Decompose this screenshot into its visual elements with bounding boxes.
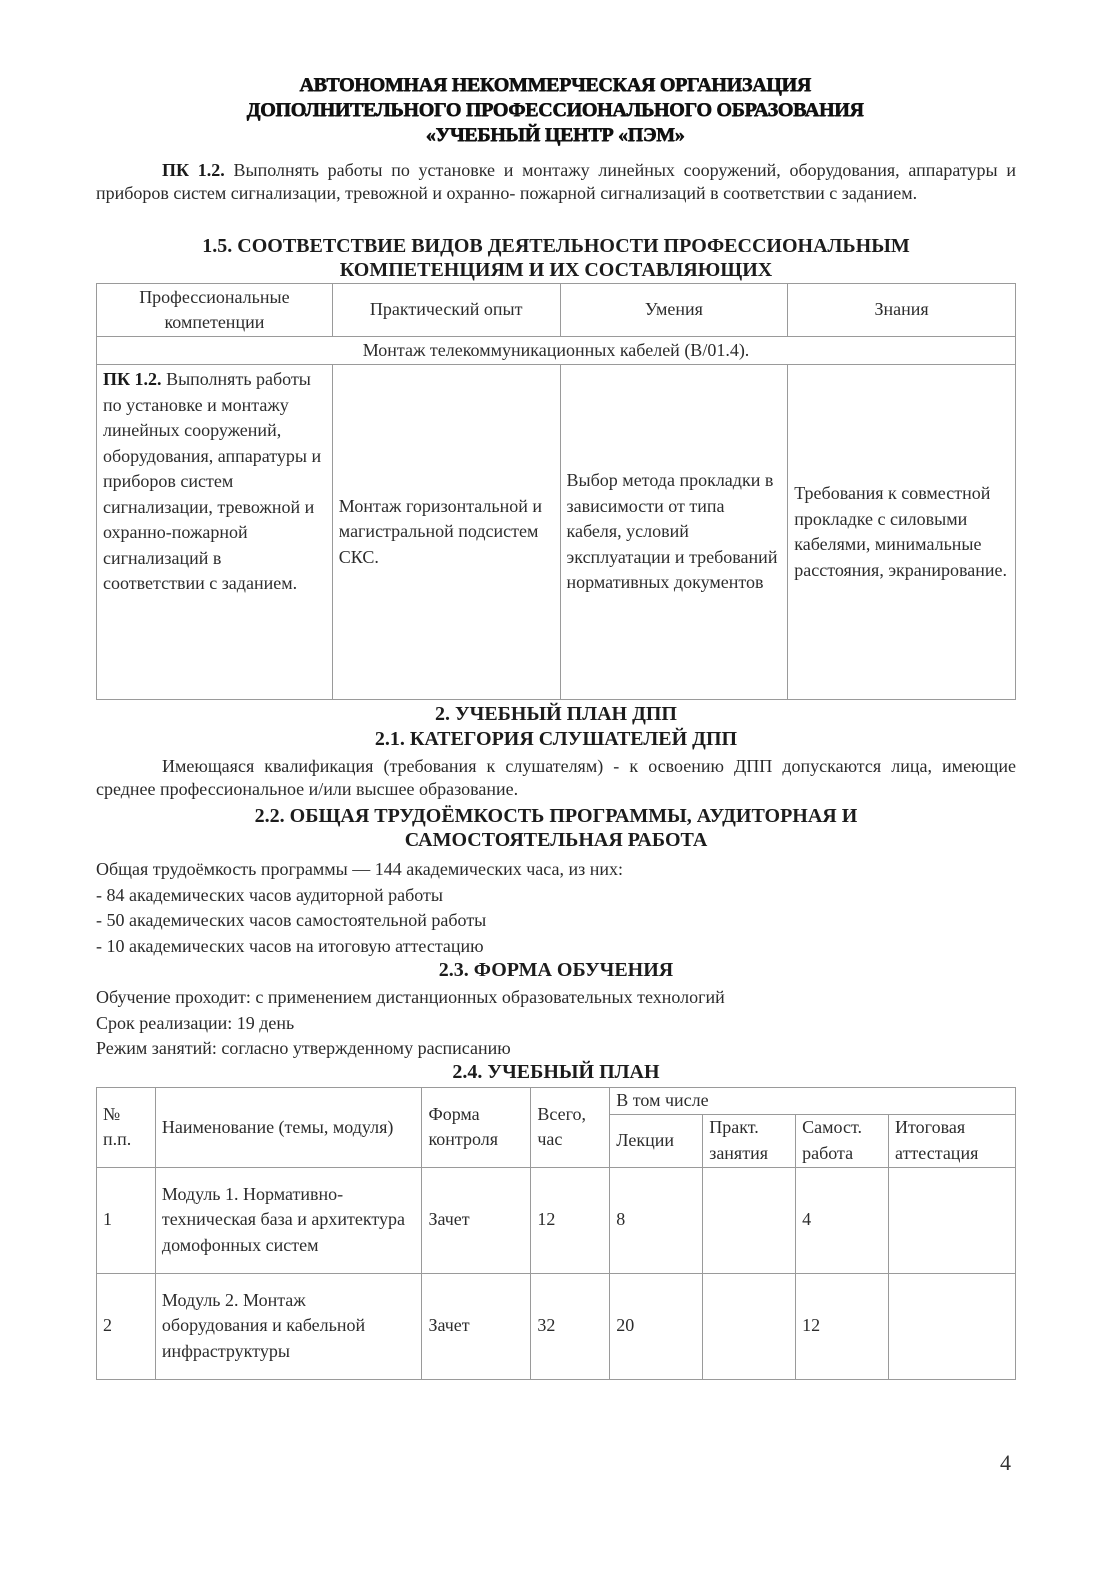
experience-cell: Монтаж горизонтальной и магистральной подсистем СКС. [332, 365, 560, 700]
row-number: 2 [97, 1273, 156, 1379]
page-number: 4 [1000, 1450, 1011, 1475]
section-2-1-title: 2.1. КАТЕГОРИЯ СЛУШАТЕЛЕЙ ДПП [374, 728, 738, 750]
competence-cell-code: ПК 1.2. [103, 369, 162, 389]
competence-table-group-row [97, 337, 1016, 365]
org-name-line-3: «УЧЕБНЫЙ ЦЕНТР «ПЭМ» [425, 124, 685, 146]
section-2-title: 2. УЧЕБНЫЙ ПЛАН ДПП [434, 703, 677, 725]
row-total-hours: 12 [531, 1167, 610, 1273]
header-skills: Умения [560, 284, 788, 337]
knowledge-cell: Требования к совместной прокладке с силовыми кабелями, минимальные расстояния, экранирование. [788, 365, 1016, 700]
workload-list [96, 857, 1016, 959]
competence-intro-paragraph [96, 159, 1016, 205]
row-total-hours: 32 [531, 1273, 610, 1379]
section-1-5-title [96, 234, 1016, 282]
activity-group-label: Монтаж телекоммуникационных кабелей (В/01.4). [97, 337, 1016, 365]
section-2-2-title-line-2: САМОСТОЯТЕЛЬНАЯ РАБОТА [404, 829, 708, 851]
row-control-form: Зачет [422, 1167, 531, 1273]
study-duration: Срок реализации: 19 день [96, 1012, 295, 1033]
competence-code: ПК 1.2. [162, 160, 225, 180]
org-name-line-2: ДОПОЛНИТЕЛЬНОГО ПРОФЕССИОНАЛЬНОГО ОБРАЗОВАНИЯ [246, 99, 864, 121]
header-practical-experience: Практический опыт [332, 284, 560, 337]
curriculum-header-row-1 [97, 1088, 1016, 1115]
row-practice [703, 1167, 796, 1273]
header-number: № п.п. [97, 1088, 156, 1168]
workload-classroom: - 84 академических часов аудиторной работы [96, 884, 444, 905]
competence-table-row [97, 365, 1016, 700]
header-including: В том числе [610, 1088, 1016, 1115]
competence-cell [97, 365, 333, 700]
study-mode: Обучение проходит: с применением дистанционных образовательных технологий [96, 987, 725, 1007]
row-module-name: Модуль 2. Монтаж оборудования и кабельной инфраструктуры [155, 1273, 422, 1379]
workload-self-study: - 50 академических часов самостоятельной работы [96, 910, 487, 930]
header-practice: Практ. занятия [703, 1114, 796, 1167]
section-2-3-title: 2.3. ФОРМА ОБУЧЕНИЯ [438, 959, 674, 981]
header-final-attestation: Итоговая аттестация [889, 1114, 1016, 1167]
section-1-5-title-line-1: 1.5. СООТВЕТСТВИЕ ВИДОВ ДЕЯТЕЛЬНОСТИ ПРОФЕССИОНАЛЬНЫМ [202, 235, 910, 257]
header-lectures: Лекции [610, 1114, 703, 1167]
section-2-2-title [96, 804, 1016, 852]
header-total-hours: Всего, час [531, 1088, 610, 1168]
row-control-form: Зачет [422, 1273, 531, 1379]
study-schedule: Режим занятий: согласно утвержденному расписанию [96, 1038, 511, 1058]
table-row [97, 1167, 1016, 1273]
header-self-study: Самост. работа [796, 1114, 889, 1167]
row-lectures: 20 [610, 1273, 703, 1379]
header-competences: Профессиональные компетенции [97, 284, 333, 337]
competence-cell-text: Выполнять работы по установке и монтажу линейных сооружений, оборудования, аппаратуры и приборов систем сигнализации, тревожной и охранно-пожарной сигнализаций в соответствии с заданием. [103, 369, 322, 593]
row-final-attestation [889, 1167, 1016, 1273]
section-2-2-title-line-1: 2.2. ОБЩАЯ ТРУДОЁМКОСТЬ ПРОГРАММЫ, АУДИТОРНАЯ И [254, 805, 858, 827]
skills-cell: Выбор метода прокладки в зависимости от типа кабеля, условий эксплуатации и требований нормативных документов [560, 365, 788, 700]
row-module-name: Модуль 1. Нормативно-техническая база и архитектура домофонных систем [155, 1167, 422, 1273]
row-practice [703, 1273, 796, 1379]
competence-intro-text: Выполнять работы по установке и монтажу линейных сооружений, оборудования, аппаратуры и приборов систем сигнализации, тревожной и охранно- пожарной сигнализаций в соответствии с заданием. [96, 160, 1016, 203]
study-form-list [96, 985, 1016, 1062]
org-name-line-1: АВТОНОМНАЯ НЕКОММЕРЧЕСКАЯ ОРГАНИЗАЦИЯ [299, 74, 811, 96]
competence-table-header-row [97, 284, 1016, 337]
row-self-study: 12 [796, 1273, 889, 1379]
section-2-4-title: 2.4. УЧЕБНЫЙ ПЛАН [452, 1061, 660, 1083]
row-lectures: 8 [610, 1167, 703, 1273]
workload-total: Общая трудоёмкость программы — 144 академических часа, из них: [96, 859, 623, 879]
row-number: 1 [97, 1167, 156, 1273]
header-knowledge: Знания [788, 284, 1016, 337]
row-self-study: 4 [796, 1167, 889, 1273]
organization-header [0, 73, 1110, 148]
header-control-form: Форма контроля [422, 1088, 531, 1168]
section-1-5-title-line-2: КОМПЕТЕНЦИЯМ И ИХ СОСТАВЛЯЮЩИХ [339, 259, 773, 281]
table-row [97, 1273, 1016, 1379]
header-name: Наименование (темы, модуля) [155, 1088, 422, 1168]
section-2-1-text: Имеющаяся квалификация (требования к слушателям) - к освоению ДПП допускаются лица, имеющие среднее профессиональное и/или высшее образование. [96, 756, 1016, 799]
competence-table [96, 283, 1016, 700]
curriculum-table [96, 1087, 1016, 1380]
workload-final-attestation: - 10 академических часов на итоговую аттестацию [96, 935, 484, 956]
row-final-attestation [889, 1273, 1016, 1379]
